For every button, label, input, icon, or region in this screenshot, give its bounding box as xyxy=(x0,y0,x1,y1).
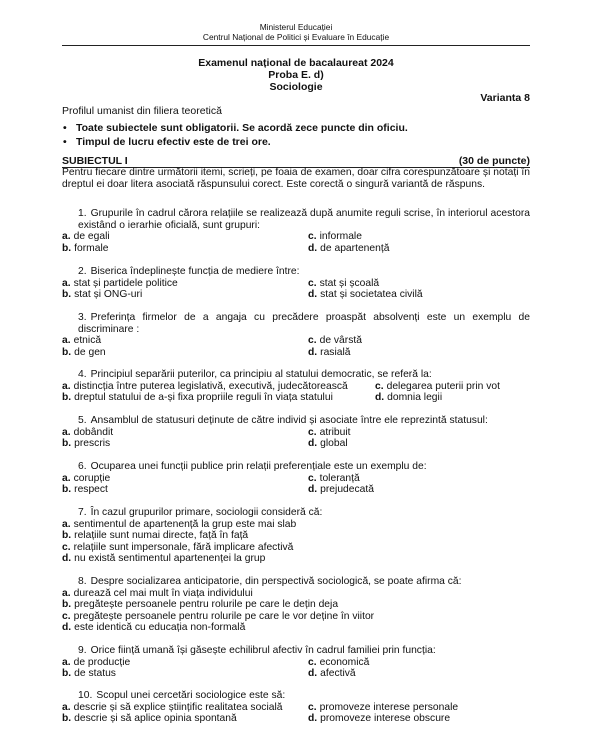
question-number: 1. xyxy=(78,208,87,219)
question-stem xyxy=(62,266,530,278)
question-number: 10. xyxy=(78,690,93,701)
question-text: Principiul separării puterilor, ca principiu al statului democratic, se referă la: xyxy=(90,369,432,380)
rule-item: • Timpul de lucru efectiv este de trei ore. xyxy=(62,135,530,149)
option-c: c. toleranță xyxy=(308,472,360,484)
option-b: b. de gen xyxy=(62,346,106,358)
question-stem xyxy=(62,312,530,335)
option-a: a. stat și partidele politice xyxy=(62,277,178,289)
option-a: a. descrie și să explice științific realitatea socială xyxy=(62,701,283,713)
option-a: a. de egali xyxy=(62,231,110,243)
question-7 xyxy=(62,507,530,565)
option-d: d. global xyxy=(308,438,348,450)
question-text: Scopul unei cercetări sociologice este să: xyxy=(96,690,286,701)
option-a: a. distincția între puterea legislativă, executivă, judecătorească xyxy=(62,380,348,392)
option-d: d. este identică cu educația non-formală xyxy=(62,622,246,634)
question-number: 8. xyxy=(78,576,87,587)
question-number: 9. xyxy=(78,645,87,656)
question-text: Orice ființă umană își găsește echilibrul afectiv în cadrul familiei prin funcția: xyxy=(90,645,436,656)
option-b: b. pregătește persoanele pentru rolurile pe care le dețin deja xyxy=(62,599,339,611)
center-header: Centrul Național de Politici și Evaluare în Educație xyxy=(202,32,390,42)
subject-label: SUBIECTUL I xyxy=(62,155,128,167)
header-divider xyxy=(62,45,530,46)
option-a: a. corupție xyxy=(62,472,111,484)
option-c: c. de vârstă xyxy=(308,335,362,347)
rule-item: • Toate subiectele sunt obligatorii. Se acordă zece puncte din oficiu. xyxy=(62,121,530,135)
question-8 xyxy=(62,576,530,634)
question-number: 6. xyxy=(78,461,87,472)
question-stem xyxy=(62,369,530,381)
option-b: b. relațiile sunt numai directe, față în față xyxy=(62,530,249,542)
question-stem xyxy=(62,461,530,473)
option-c: c. informale xyxy=(308,231,362,243)
question-stem xyxy=(62,645,530,657)
exam-subject: Sociologie xyxy=(269,81,323,93)
option-b: b. de status xyxy=(62,668,116,680)
option-d: d. nu există sentimentul apartenenței la grup xyxy=(62,553,266,565)
option-a: a. etnică xyxy=(62,335,102,347)
option-c: c. economică xyxy=(308,656,370,668)
profile-text: Profilul umanist din filiera teoretică xyxy=(62,105,222,117)
option-d: d. stat și societatea civilă xyxy=(308,289,423,301)
question-stem xyxy=(62,415,530,427)
option-d: d. rasială xyxy=(308,346,351,358)
question-6 xyxy=(62,461,530,496)
question-text: Ansamblul de statusuri deținute de către individ și asociate între ele reprezintă statusul: xyxy=(90,415,488,426)
question-1 xyxy=(62,208,530,254)
ministry-header: Ministerul Educației xyxy=(259,22,333,32)
question-number: 7. xyxy=(78,507,87,518)
question-stem xyxy=(62,690,530,702)
question-number: 2. xyxy=(78,266,87,277)
question-4 xyxy=(62,369,530,404)
option-a: a. de producție xyxy=(62,656,131,668)
question-stem xyxy=(62,576,530,588)
option-b: b. dreptul statului de a-și fixa propriile reguli în viața statului xyxy=(62,392,333,404)
question-text: Grupurile în cadrul cărora relațiile se realizează după anumite reguli scrise, în interiorul acestora existând o ierarhie oficială, sunt grupuri: xyxy=(78,208,530,231)
question-number: 5. xyxy=(78,415,87,426)
option-b: b. descrie și să aplice opinia spontană xyxy=(62,713,237,725)
option-c: c. promoveze interese personale xyxy=(308,701,459,713)
option-c: c. relațiile sunt impersonale, fără implicare afectivă xyxy=(62,541,294,553)
question-text: În cazul grupurilor primare, sociologii consideră că: xyxy=(90,507,323,518)
question-5 xyxy=(62,415,530,450)
question-10 xyxy=(62,690,530,725)
option-a: a. sentimentul de apartenență la grup este mai slab xyxy=(62,518,297,530)
option-d: d. promoveze interese obscure xyxy=(308,713,451,725)
option-d: d. de apartenență xyxy=(308,242,390,254)
question-stem xyxy=(62,208,530,231)
instructions-text: Pentru fiecare dintre următorii itemi, scrieți, pe foaia de examen, doar cifra corespunzătoare și notați în dreptul ei doar litera asociată răspunsului corect. Este corectă o singură variantă de răspuns. xyxy=(62,167,530,190)
question-3 xyxy=(62,312,530,358)
option-b: b. prescris xyxy=(62,438,111,450)
option-b: b. respect xyxy=(62,484,108,496)
option-d: d. prejudecată xyxy=(308,484,374,496)
question-text: Ocuparea unei funcții publice prin relații preferențiale este un exemplu de: xyxy=(90,461,427,472)
exam-title: Examenul național de bacalaureat 2024 xyxy=(198,57,394,69)
option-c: c. pregătește persoanele pentru rolurile pe care le vor deține în viitor xyxy=(62,610,375,622)
option-c: c. stat și școală xyxy=(308,277,380,289)
question-2 xyxy=(62,266,530,301)
option-d: d. domnia legii xyxy=(375,392,443,404)
question-9 xyxy=(62,645,530,680)
variant-label: Varianta 8 xyxy=(480,92,530,104)
option-d: d. afectivă xyxy=(308,668,356,680)
question-text: Preferința firmelor de a angaja cu precădere proaspăt absolvenți este un exemplu de discriminare : xyxy=(78,312,530,335)
rules-list xyxy=(62,121,530,149)
exam-proba: Proba E. d) xyxy=(268,69,324,81)
option-b: b. formale xyxy=(62,242,109,254)
question-number: 3. xyxy=(78,312,87,323)
question-stem xyxy=(62,507,530,519)
question-number: 4. xyxy=(78,369,87,380)
option-a: a. dobândit xyxy=(62,426,114,438)
option-a: a. durează cel mai mult în viața individului xyxy=(62,587,253,599)
option-b: b. stat și ONG-uri xyxy=(62,289,143,301)
option-c: c. atribuit xyxy=(308,426,351,438)
question-text: Biserica îndeplinește funcția de mediere între: xyxy=(90,266,300,277)
subject-points: (30 de puncte) xyxy=(458,155,530,167)
option-c: c. delegarea puterii prin vot xyxy=(375,380,500,392)
question-text: Despre socializarea anticipatorie, din perspectivă sociologică, se poate afirma că: xyxy=(90,576,462,587)
